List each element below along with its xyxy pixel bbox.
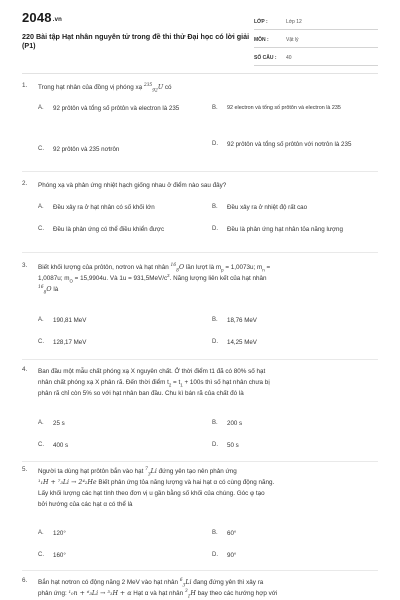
option-label: A. xyxy=(38,530,44,536)
atomic-number: 1 xyxy=(187,594,191,600)
mass-number: 7 xyxy=(145,466,148,472)
question-text-part: lần lượt là m xyxy=(185,264,222,271)
element-symbol: O xyxy=(46,286,52,293)
element-symbol: U xyxy=(157,84,164,91)
mass-number: 3 xyxy=(184,588,188,594)
question-line: phân rã chỉ còn 5% so với hạt nhân ban đầu. Chu kì bán rã của chất đó là xyxy=(38,390,244,397)
option-label: C. xyxy=(38,552,44,558)
question-text-part: nhân chất phóng xạ X phân rã. Đến thời điểm t xyxy=(38,379,169,386)
meta-row-subject xyxy=(254,32,378,48)
question-text-part: + 100s thì số hạt nhân chưa bị xyxy=(182,379,270,386)
option-2c[interactable] xyxy=(38,225,188,234)
question-text xyxy=(38,366,378,399)
option-1c[interactable] xyxy=(38,145,188,154)
question-line xyxy=(38,273,378,284)
option-label: C. xyxy=(38,226,44,232)
question-text-part: = 1,0073u; m xyxy=(223,264,263,271)
question-line: Lấy khối lượng các hạt tính theo đơn vị u gần bằng số khối của chúng. Góc φ tạo xyxy=(38,490,265,497)
meta-key: LỚP : xyxy=(254,18,268,25)
option-label: D. xyxy=(212,226,218,232)
option-text: 400 s xyxy=(53,442,69,449)
mass-number: 16 xyxy=(38,284,44,290)
nuclide-symbol xyxy=(170,262,185,274)
option-2b[interactable] xyxy=(212,203,378,212)
question-number: 4. xyxy=(22,366,28,373)
reaction-equation: ¹₀n + ⁶₃Li → ³₁H + α xyxy=(68,590,132,597)
meta-row-class xyxy=(254,14,378,30)
option-text: 92 electron và tổng số prôtôn và electron là 235 xyxy=(227,105,341,111)
question-number: 3. xyxy=(22,262,28,269)
option-text: 60° xyxy=(227,530,237,537)
meta-value: Vật lý xyxy=(286,36,299,43)
atomic-number: 8 xyxy=(176,268,179,274)
option-label: A. xyxy=(38,105,44,111)
option-5c[interactable] xyxy=(38,551,188,560)
question-number: 5. xyxy=(22,466,28,473)
question-text xyxy=(38,577,378,599)
question-text-part: Biết khối lượng của prôtôn, nơtron và hạt nhân xyxy=(38,264,169,271)
atomic-number: 8 xyxy=(43,290,47,296)
question-text-part: = t xyxy=(171,379,181,386)
option-3c[interactable] xyxy=(38,338,188,347)
question-text: Phóng xạ và phản ứng nhiệt hạch giống nhau ở điểm nào sau đây? xyxy=(38,182,227,189)
mass-number: 235 xyxy=(143,82,153,88)
option-text: 92 prôtôn và 235 nơtrôn xyxy=(53,146,120,153)
meta-key: SỐ CÂU : xyxy=(254,54,277,61)
option-label: D. xyxy=(212,552,218,558)
option-label: A. xyxy=(38,204,44,210)
nuclide-symbol xyxy=(145,466,157,478)
option-3d[interactable] xyxy=(212,338,378,347)
question-divider xyxy=(22,570,378,571)
option-text: 90° xyxy=(227,552,237,559)
option-label: D. xyxy=(212,141,218,147)
question-divider xyxy=(22,171,378,172)
option-label: C. xyxy=(38,146,44,152)
option-label: B. xyxy=(212,105,218,111)
question-text-part: Bắn hạt nơtron có động năng 2 MeV vào hạt nhân xyxy=(38,579,178,586)
question-text-part: Trong hạt nhân của đồng vị phóng xạ xyxy=(38,84,143,91)
meta-value: Lớp 12 xyxy=(286,18,302,25)
page-header xyxy=(0,0,400,62)
option-text: 50 s xyxy=(227,442,239,449)
option-5a[interactable] xyxy=(38,529,188,538)
option-text: Đều là phản ứng hạt nhân tỏa năng lượng xyxy=(227,226,343,233)
option-label: A. xyxy=(38,420,44,426)
question-number: 2. xyxy=(22,180,28,187)
site-logo[interactable] xyxy=(22,10,62,25)
question-divider xyxy=(22,252,378,253)
question-divider xyxy=(22,461,378,462)
nuclide-symbol xyxy=(184,588,196,600)
option-1d[interactable] xyxy=(212,140,378,149)
option-text: 160° xyxy=(53,552,66,559)
atomic-number: 92 xyxy=(152,88,158,94)
question-text-part: = xyxy=(264,264,271,271)
question-text-part: đứng yên tạo nên phản ứng xyxy=(158,468,237,475)
mass-number: 6 xyxy=(179,577,183,583)
logo-text: 2048 xyxy=(22,10,52,25)
question-line xyxy=(38,466,378,477)
question-line xyxy=(38,577,378,588)
option-1b[interactable] xyxy=(212,104,378,113)
question-line: bởi hướng của các hạt α có thể là xyxy=(38,501,133,508)
subscript: n xyxy=(262,267,265,273)
subscript: O xyxy=(69,278,73,284)
option-4c[interactable] xyxy=(38,441,188,450)
question-text-part: có xyxy=(164,84,172,91)
option-4b[interactable] xyxy=(212,419,378,428)
question-line xyxy=(38,477,378,488)
option-text: 18,76 MeV xyxy=(227,317,257,324)
option-3a[interactable] xyxy=(38,316,188,325)
question-text-part: Biết phản ứng tỏa năng lượng và hai hạt α có cùng động năng. xyxy=(98,479,275,486)
question-line: Ban đầu một mẫu chất phóng xạ X nguyên chất. Ở thời điểm t1 đã có 80% số hạt xyxy=(38,368,266,375)
option-text: Đều là phản ứng có thể điều khiển được xyxy=(53,226,165,233)
option-text: 14,25 MeV xyxy=(227,339,257,346)
option-text: 200 s xyxy=(227,420,243,427)
option-label: D. xyxy=(212,339,218,345)
option-label: B. xyxy=(212,420,218,426)
question-text-part: phản ứng: xyxy=(38,590,67,597)
option-label: A. xyxy=(38,317,44,323)
meta-key: MÔN : xyxy=(254,36,269,43)
question-text xyxy=(38,82,378,93)
option-text: Đều xảy ra ở hạt nhân có số khối lớn xyxy=(53,204,155,211)
superscript: 2 xyxy=(167,272,170,278)
option-3b[interactable] xyxy=(212,316,378,325)
header-divider xyxy=(22,73,378,74)
option-2d[interactable] xyxy=(212,225,378,234)
meta-row-count xyxy=(254,50,378,66)
option-1a[interactable] xyxy=(38,104,188,113)
nuclide-symbol xyxy=(179,577,192,589)
option-text: 120° xyxy=(53,530,66,537)
option-label: D. xyxy=(212,442,218,448)
reaction-equation: ¹₁H + ⁷₃Li → 2⁴₂He xyxy=(38,479,97,486)
question-line xyxy=(38,377,378,388)
question-text-part: = 15,9904u. Và 1u = 931,5MeV/c xyxy=(72,275,168,282)
question-line xyxy=(38,284,378,295)
question-number: 1. xyxy=(22,82,28,89)
nuclide-symbol xyxy=(38,284,52,296)
option-text: 25 s xyxy=(53,420,65,427)
option-label: B. xyxy=(212,204,218,210)
option-label: B. xyxy=(212,530,218,536)
subscript: 1 xyxy=(180,382,183,388)
question-text-part: là xyxy=(53,286,59,293)
question-number: 6. xyxy=(22,577,28,584)
atomic-number: 3 xyxy=(147,472,151,478)
option-label: C. xyxy=(38,442,44,448)
option-text: 92 prôtôn và tổng số prôtôn với nơtrôn là 235 xyxy=(227,141,352,148)
element-symbol: H xyxy=(190,590,196,597)
question-line xyxy=(38,262,378,273)
element-symbol: Li xyxy=(150,468,157,475)
question-text-part: bay theo các hướng hợp với xyxy=(197,590,278,597)
option-5b[interactable] xyxy=(212,529,378,538)
element-symbol: Li xyxy=(185,579,192,586)
question-text-part: Người ta dùng hạt prôtôn bắn vào hạt xyxy=(38,468,144,475)
question-text xyxy=(38,262,378,295)
document-title: 220 Bài tập Hạt nhân nguyên tử trong đề thi thử Đại học có lời giải (P1) xyxy=(22,32,250,50)
question-text-part: Hạt α và hạt nhân xyxy=(133,590,184,597)
question-line xyxy=(38,588,378,599)
element-symbol: O xyxy=(178,264,185,271)
option-label: B. xyxy=(212,317,218,323)
option-2a[interactable] xyxy=(38,203,210,212)
atomic-number: 3 xyxy=(182,583,186,589)
question-text-part: 1,0087u; m xyxy=(38,275,70,282)
logo-suffix: .vn xyxy=(52,17,63,23)
option-5d[interactable] xyxy=(212,551,378,560)
document-meta xyxy=(254,14,378,68)
question-text xyxy=(38,466,378,510)
question-text-part: đang đứng yên thì xảy ra xyxy=(193,579,264,586)
option-4a[interactable] xyxy=(38,419,188,428)
subscript: 2 xyxy=(168,382,172,388)
option-4d[interactable] xyxy=(212,441,378,450)
option-text: 92 prôtôn và tổng số prôtôn và electron là 235 xyxy=(53,105,180,112)
meta-value: 40 xyxy=(286,54,292,61)
question-divider xyxy=(22,359,378,360)
option-label: C. xyxy=(38,339,44,345)
subscript: p xyxy=(221,267,224,273)
option-text: 128,17 MeV xyxy=(53,339,87,346)
nuclide-symbol xyxy=(143,82,164,94)
question-text-part: . Năng lượng liên kết của hạt nhân xyxy=(169,275,267,282)
option-text: 190,81 MeV xyxy=(53,317,87,324)
mass-number: 16 xyxy=(170,262,177,268)
option-text: Đều xảy ra ở nhiệt độ rất cao xyxy=(227,204,308,211)
